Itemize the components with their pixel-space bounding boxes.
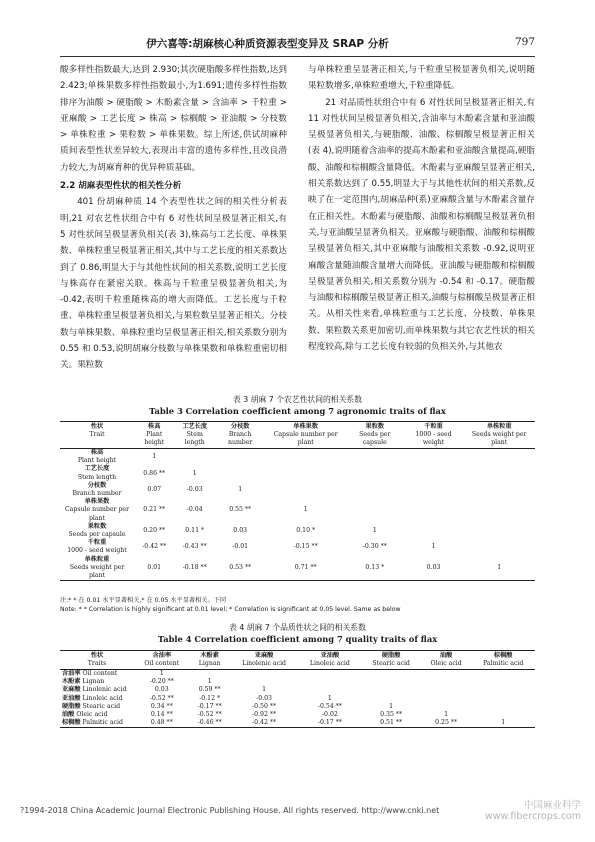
table-cell: [215, 449, 266, 466]
row-label-en: Seeds per capsule: [68, 531, 126, 539]
table-cell: -0.01: [232, 543, 249, 551]
column-header: [215, 422, 266, 449]
table-cell: 1: [159, 670, 164, 677]
row-label-cn: 分枝数: [87, 481, 107, 489]
trait-header-cn: 性状: [90, 652, 104, 659]
row-label: [60, 711, 134, 719]
table-cell: 0.01: [147, 563, 162, 571]
table-cell: 1: [327, 694, 332, 702]
table-cell: -0.03: [186, 485, 203, 493]
table-cell: [463, 523, 535, 539]
table-cell: 1: [262, 686, 267, 694]
column-header: [230, 651, 299, 670]
table3: [60, 421, 535, 581]
column-header: [265, 422, 345, 449]
table-row: [60, 465, 535, 481]
table-cell: 0.03: [154, 686, 169, 694]
right-paragraph-1: 与单株粒重呈显著正相关,与千粒重呈极显著负相关,说明随果粒数增多,单株粒重增大,千粒重降低。: [308, 65, 535, 92]
row-label-en: Oil content: [82, 670, 118, 677]
watermark: [485, 800, 581, 822]
trait-header-cn: 性状: [90, 423, 104, 430]
column-header-cn: 千粒重: [424, 423, 443, 430]
table-cell: [471, 711, 535, 719]
table-cell: 1: [389, 702, 394, 710]
table-cell: [346, 449, 404, 466]
table-row: [60, 523, 535, 539]
table-cell: 0.14 **: [150, 711, 173, 719]
row-label-cn: 株高: [90, 449, 104, 456]
row-label: [60, 719, 134, 728]
column-header: [421, 651, 471, 670]
table-cell: [471, 670, 535, 679]
column-header: [471, 651, 535, 670]
table-cell: 0.03: [426, 563, 441, 571]
table-cell: -0.12 *: [199, 694, 221, 702]
table-cell: 0.48 **: [150, 719, 173, 727]
table-cell: 0.86 **: [143, 469, 166, 477]
header-rule: [60, 56, 535, 57]
column-header-cn: 单株粒重: [486, 423, 512, 430]
column-header-en: Stem length: [184, 431, 205, 446]
row-label-cn: 含油率: [62, 670, 81, 677]
copyright-footer: ?1994-2018 China Academic Journal Electronic Publishing House. All rights reserved. http://www.cnki.net: [20, 806, 440, 815]
table-cell: [463, 449, 535, 466]
row-label: [60, 695, 134, 703]
table-cell: -0.50 **: [252, 702, 277, 710]
row-label-cn: 木酚素: [62, 678, 81, 686]
table-cell: [471, 695, 535, 703]
column-header-cn: 株高: [148, 423, 161, 430]
table3-note-cn: 注:* * 在 0.01 水平显著相关,* 在 0.05 水平显著相关。下同: [60, 597, 227, 604]
running-header: [60, 36, 535, 52]
column-header-en: Lignan: [198, 660, 221, 667]
table3-caption-en: Table 3 Correlation coefficient among 7 agronomic traits of flax: [149, 406, 446, 416]
table-cell: 1: [444, 711, 449, 719]
table-cell: [298, 678, 361, 686]
table-cell: [190, 670, 230, 679]
column-header-en: Stearic acid: [372, 660, 410, 667]
table-cell: [361, 686, 421, 694]
row-label-en: Plant height: [77, 457, 117, 465]
row-label: [60, 449, 134, 466]
table-row: [60, 556, 535, 581]
table-cell: 1: [238, 485, 243, 493]
table-row: [60, 498, 535, 523]
table-cell: -0.18 **: [182, 563, 207, 571]
table4-caption-en: Table 4 Correlation coefficient among 7 quality traits of flax: [157, 634, 438, 644]
trait-header: [60, 422, 134, 449]
row-label: [60, 539, 134, 555]
table-cell: -0.17 **: [197, 702, 222, 710]
table-row: [60, 449, 535, 466]
column-header: [174, 422, 214, 449]
table-cell: 0.21 **: [143, 506, 166, 514]
row-label-cn: 千粒重: [87, 539, 107, 547]
table-cell: -0.52 **: [197, 711, 222, 719]
section-heading: 2.2 胡麻表型性状的相关性分析: [60, 181, 182, 192]
row-label-en: Lignan: [82, 678, 105, 686]
table-cell: -0.15 **: [293, 543, 318, 551]
table-cell: -0.17 **: [317, 719, 342, 727]
table-cell: 1: [207, 678, 212, 686]
table-row: [60, 670, 535, 679]
column-header: [134, 422, 174, 449]
table-cell: 0.03: [233, 526, 248, 534]
column-header-en: Plant height: [144, 431, 165, 446]
table-cell: [265, 449, 345, 466]
right-column: [308, 62, 535, 355]
table-cell: -0.46 **: [197, 719, 222, 727]
table-cell: [265, 482, 345, 498]
table-cell: [471, 703, 535, 711]
table4: [60, 650, 535, 728]
table-cell: [230, 678, 299, 686]
column-header-en: Palmitic acid: [482, 660, 524, 667]
trait-header: [60, 651, 134, 670]
row-label: [60, 498, 134, 523]
row-label-cn: 单株粒重: [84, 555, 110, 563]
table-cell: 0.07: [147, 485, 162, 493]
table-cell: 0.13 *: [365, 563, 385, 571]
column-header-en: Linolenic acid: [242, 660, 287, 667]
table-row: [60, 678, 535, 686]
table-cell: [404, 482, 464, 498]
column-header-cn: 工艺长度: [182, 423, 208, 430]
table-cell: [421, 686, 471, 694]
row-label: [60, 482, 134, 498]
table-cell: 1: [372, 526, 377, 534]
table-cell: 0.20 **: [143, 526, 166, 534]
table-cell: 1: [152, 453, 157, 461]
column-header-cn: 果粒数: [365, 423, 385, 430]
row-label: [60, 703, 134, 711]
row-label-en: Palmitic acid: [82, 719, 123, 727]
column-header-en: Seeds weight per plant: [471, 431, 527, 446]
trait-header-en: Traits: [87, 660, 107, 667]
table-cell: -0.43 **: [182, 543, 207, 551]
row-label-cn: 油酸: [62, 711, 75, 719]
column-header-cn: 含油率: [152, 652, 172, 659]
table-cell: 0.35 **: [380, 711, 403, 719]
table3-caption-cn: 表 3 胡麻 7 个农艺性状间的相关系数: [233, 395, 362, 404]
table-cell: -0.20 **: [149, 678, 174, 686]
row-label-en: Linoleic acid: [82, 694, 123, 702]
table-cell: -0.30 **: [362, 543, 387, 551]
column-header: [346, 422, 404, 449]
table-cell: [346, 482, 404, 498]
table-cell: [463, 498, 535, 523]
table-cell: [298, 686, 361, 694]
table-cell: -0.54 **: [317, 702, 342, 710]
table-cell: -0.42 **: [142, 543, 167, 551]
table-cell: [346, 465, 404, 481]
row-label-en: Linolenic acid: [82, 686, 127, 694]
column-header-cn: 亚油酸: [320, 652, 340, 659]
column-header-en: Oleic acid: [430, 660, 462, 667]
table-cell: 0.10 *: [296, 526, 316, 534]
table-row: [60, 695, 535, 703]
table-cell: [265, 465, 345, 481]
table-cell: -0.02: [321, 711, 338, 719]
table3-note-en: Note: * * Correlation is highly significant at 0.01 level; * Correlation is significant at 0.05 level. Same as below: [60, 606, 401, 613]
column-header: [463, 422, 535, 449]
table-cell: 0.71 **: [294, 563, 317, 571]
table-cell: [421, 678, 471, 686]
table-cell: 1: [497, 563, 502, 571]
table-cell: [404, 498, 464, 523]
table-cell: 0.51 **: [380, 719, 403, 727]
table-cell: [174, 449, 214, 466]
watermark-cn: 中国麻业科学: [523, 800, 581, 811]
column-header-cn: 棕榈酸: [493, 652, 513, 659]
table-cell: [463, 482, 535, 498]
table-cell: [346, 498, 404, 523]
table-cell: 1: [431, 543, 436, 551]
row-label-en: Oleic acid: [76, 711, 108, 719]
table-cell: [361, 670, 421, 679]
row-label: [60, 686, 134, 694]
table-cell: 1: [501, 719, 506, 727]
table-cell: 0.59 **: [198, 686, 221, 694]
table-cell: [298, 670, 361, 679]
trait-header-en: Trait: [89, 431, 105, 438]
table-cell: 0.53 **: [229, 563, 252, 571]
left-paragraph-1: 酸多样性指数最大,达到 2.930;其次硬脂酸多样性指数,达到 2.423;单株果数多样性指数最小,为1.691;遗传多样性指数排序为油酸 > 硬脂酸 > 木酚素含量 > 含油率 > 千粒重 > 亚麻酸 > 工艺长度 > 株高 > 棕榈酸 > 亚油酸 > 分枝数 > 单株粒重 > 果粒数 > 单株果数。综上所述,供试胡麻种质间表型性状差异较大,表现出丰富的遗传多样性,且改良潜力较大,为胡麻育种的优异种质基础。: [60, 65, 287, 173]
row-label-cn: 亚麻酸: [62, 686, 81, 694]
table-cell: [471, 678, 535, 686]
table-row: [60, 719, 535, 728]
table-row: [60, 686, 535, 694]
table-cell: [215, 465, 266, 481]
row-label-cn: 单株果数: [84, 498, 110, 506]
row-label: [60, 465, 134, 481]
table-cell: [361, 678, 421, 686]
row-label-en: Seeds weight per plant: [69, 563, 125, 580]
table-cell: [463, 539, 535, 555]
table-row: [60, 482, 535, 498]
table-cell: [421, 695, 471, 703]
row-label-en: Stem length: [77, 473, 117, 481]
row-label: [60, 556, 134, 581]
table-cell: 1: [303, 506, 308, 514]
table-cell: [230, 670, 299, 679]
table-row: [60, 711, 535, 719]
row-label: [60, 670, 134, 679]
row-label-cn: 硬脂酸: [62, 702, 81, 710]
column-header: [190, 651, 230, 670]
row-label-en: Stearic acid: [82, 702, 121, 710]
table-cell: 0.55 **: [229, 506, 252, 514]
table-cell: -0.03: [256, 694, 272, 702]
table-cell: [471, 686, 535, 694]
column-header-cn: 木酚素: [200, 652, 219, 659]
column-header-en: Linoleic acid: [309, 660, 350, 667]
row-label-cn: 工艺长度: [84, 465, 110, 473]
row-label-en: Branch number: [72, 490, 122, 498]
row-label-cn: 棕榈酸: [62, 719, 81, 727]
table-cell: -0.92 **: [252, 711, 277, 719]
table4-caption-cn: 表 4 胡麻 7 个品质性状之间的相关系数: [229, 623, 366, 632]
column-header: [298, 651, 361, 670]
column-header-cn: 亚麻酸: [254, 652, 274, 659]
table-cell: [404, 465, 464, 481]
row-label-cn: 果粒数: [87, 522, 107, 530]
column-header-cn: 油酸: [439, 652, 453, 659]
table-cell: [404, 449, 464, 466]
column-header-en: Seeds per capsule: [359, 431, 391, 446]
table-cell: [421, 703, 471, 711]
column-header-cn: 分枝数: [230, 423, 250, 430]
table-row: [60, 703, 535, 711]
table-cell: [361, 695, 421, 703]
column-header-en: Oil content: [144, 660, 180, 667]
row-label: [60, 523, 134, 539]
column-header: [361, 651, 421, 670]
table-cell: [421, 670, 471, 679]
table-cell: -0.42 **: [252, 719, 277, 727]
right-paragraph-2: 21 对品质性状组合中有 6 对性状间呈极显著正相关,有 11 对性状间呈极显著负相关,含油率与木酚素含量和亚油酸呈极显著负相关,与硬脂酸、油酸、棕榈酸呈极显著正相关(表 4),说明随着含油率的提高木酚素和亚油酸含量提高,硬脂酸、油酸和棕榈酸含量降低。木酚素与亚麻酸呈显著正相关,相关系数达到了 0.55,明显大于与其他性状间的相关系数,反映了在一定范围内,胡麻品种(系)亚麻酸含量与木酚素含量存在正相关性。木酚素与硬脂酸、油酸和棕榈酸呈极显著负相关,与亚油酸呈显著负相关。亚麻酸与硬脂酸、油酸和棕榈酸呈极显著负相关,其中亚麻酸与油酸相关系数 -0.92,说明亚麻酸含量随油酸含量增大而降低。亚油酸与硬脂酸和棕榈酸呈极显著负相关,相关系数分别为 -0.54 和 -0.17。硬脂酸与油酸和棕榈酸呈极显著正相关,油酸与棕榈酸呈极显著正相关。从相关性来看,单株粒重与工艺长度、分枝数、单株果数、果粒数关系更加密切,而单株果数与其它农艺性状的相关程度较高,除与工艺长度有较弱的负相关外,与其他农: [308, 97, 535, 353]
left-paragraph-2: 401 份胡麻种质 14 个表型性状之间的相关性分析表明,21 对农艺性状组合中有 6 对性状间呈极显著正相关,有 5 对性状间呈极显著负相关(表 3),株高与工艺长度、单株果数、单株粒重呈极显著正相关,其中与工艺长度的相关系数达到了 0.86,明显大于与其他性状间的相关系数,说明工艺长度与株高存在紧密关联。株高与千粒重呈极显著负相关,为 -0.42,表明千粒重随株高的增大而降低。工艺长度与千粒重、单株粒重呈极显著负相关,与果粒数呈显著正相关。分枝数与单株果数、单株粒重均呈极显著正相关,相关系数分别为 0.55 和 0.53,说明胡麻分枝数与单株果数和单株粒重密切相关。果粒数: [60, 197, 287, 371]
table-cell: 0.34 **: [150, 702, 173, 710]
column-header: [404, 422, 464, 449]
column-header-cn: 硬脂酸: [381, 652, 401, 659]
row-label-cn: 亚油酸: [62, 694, 81, 702]
table-cell: -0.52 **: [149, 694, 174, 702]
table-cell: [463, 465, 535, 481]
watermark-url: www.fibercrops.com: [484, 811, 581, 822]
table-row: [60, 539, 535, 555]
column-header-en: Branch number: [227, 431, 253, 446]
table-cell: 0.25 **: [435, 719, 458, 727]
column-header-cn: 单株果数: [293, 423, 319, 430]
left-column: [60, 62, 287, 374]
column-header: [134, 651, 190, 670]
table-cell: -0.04: [186, 506, 203, 514]
column-header-en: Capsule number per plant: [273, 431, 338, 446]
row-label-en: 1000 - seed weight: [67, 547, 127, 555]
table-cell: 1: [192, 469, 197, 477]
column-header-en: 1000 - seed weight: [415, 431, 452, 446]
table-cell: 0.11 *: [185, 526, 205, 534]
running-title: 伊六喜等:胡麻核心种质资源表型变异及 SRAP 分析: [146, 38, 389, 50]
row-label-en: Capsule number per plant: [64, 506, 130, 522]
page-number: 797: [514, 36, 535, 48]
table-cell: [404, 523, 464, 539]
